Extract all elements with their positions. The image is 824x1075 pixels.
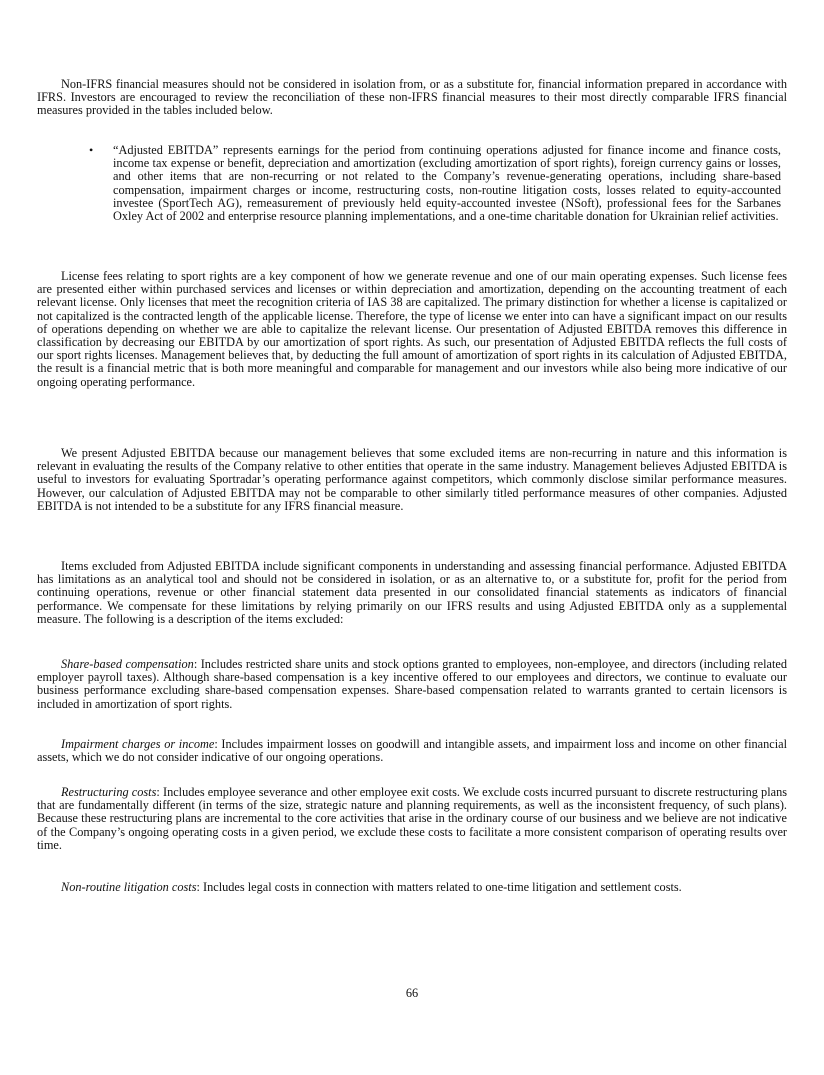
share-based-term: Share-based compensation	[61, 657, 194, 671]
bullet-text: “Adjusted EBITDA” represents earnings for the period from continuing operations adjusted for finance income and finance costs, income tax expense or benefit, depreciation and amortization (excluding amortization of sport rights), foreign currency gains or losses, and other items that are non-recurring or not related to the Company’s revenue-generating operations, including share-based compensation, impairment charges or income, restructuring costs, non-routine litigation costs, losses related to equity-accounted investee (SportTech AG), remeasurement of previously held equity-accounted investee (NSoft), professional fees for the Sarbanes Oxley Act of 2002 and enterprise resource planning implementations, and a one-time charitable donation for Ukrainian relief activities.	[113, 143, 781, 224]
items-excluded-paragraph: Items excluded from Adjusted EBITDA include significant components in understanding and assessing financial performance. Adjusted EBITDA has limitations as an analytical tool and should not be considered in isolation, or as an alternative to, or a substitute for, profit for the period from continuing operations, revenue or other financial statement data presented in our consolidated financial statements as indicators of financial performance. We compensate for these limitations by relying primarily on our IFRS results and using Adjusted EBITDA only as a supplemental measure. The following is a description of the items excluded:	[37, 559, 787, 626]
litigation-term: Non-routine litigation costs	[61, 880, 197, 894]
impairment-text: : Includes impairment losses on goodwill and intangible assets, and impairment loss and income on other financial assets, which we do not consider indicative of our ongoing operations.	[37, 737, 787, 765]
intro-paragraph: Non-IFRS financial measures should not be considered in isolation from, or as a substitute for, financial information prepared in accordance with IFRS. Investors are encouraged to review the reconciliation of these non-IFRS financial measures to their most directly comparable IFRS financial measures provided in the tables included below.	[37, 77, 787, 118]
restructuring-text: : Includes employee severance and other employee exit costs. We exclude costs incurred pursuant to discrete restructuring plans that are fundamentally different (in terms of the size, strategic nature and planning requirements, as well as the inconsistent frequency, of such plans). Because these restructuring plans are incremental to the core activities that arise in the ordinary course of our business and we believe are not indicative of the Company’s ongoing operating costs in a given period, we exclude these costs to facilitate a more consistent comparison of operating results over time.	[37, 785, 788, 852]
adjusted-ebitda-definition-bullet	[89, 144, 781, 223]
license-fees-paragraph: License fees relating to sport rights are a key component of how we generate revenue and one of our main operating expenses. Such license fees are presented either within purchased services and licenses or within depreciation and amortization, depending on the accounting treatment of each relevant license. Only licenses that meet the recognition criteria of IAS 38 are capitalized. The primary distinction for whether a license is capitalized or not capitalized is the contracted length of the applicable license. Therefore, the type of license we enter into can have a significant impact on our results of operations depending on whether we are able to capitalize the relevant license. Our presentation of Adjusted EBITDA removes this difference in classification by decreasing our EBITDA by our amortization of sport rights. As such, our presentation of Adjusted EBITDA reflects the full costs of our sport rights licenses. Management believes that, by deducting the full amount of amortization of sport rights in its calculation of Adjusted EBITDA, the result is a financial metric that is both more meaningful and comparable for management and our investors while also being more indicative of our ongoing operating performance.	[37, 269, 787, 389]
restructuring-paragraph	[37, 786, 787, 852]
share-based-compensation-paragraph	[37, 658, 787, 711]
bullet-icon: •	[89, 143, 94, 157]
page-number: 66	[405, 986, 419, 1000]
litigation-text: : Includes legal costs in connection with matters related to one-time litigation and settlement costs.	[196, 880, 682, 894]
impairment-term: Impairment charges or income	[61, 737, 215, 751]
share-based-text: : Includes restricted share units and stock options granted to employees, non-employee, and directors (including related employer payroll taxes). Although share-based compensation is a key incentive offered to our employees and directors, we continue to evaluate our business performance excluding share-based compensation expenses. Share-based compensation related to warrants granted to certain licensors is included in amortization of sport rights.	[37, 657, 787, 711]
litigation-paragraph	[37, 881, 787, 894]
restructuring-term: Restructuring costs	[61, 785, 157, 799]
present-adjusted-ebitda-paragraph: We present Adjusted EBITDA because our management believes that some excluded items are non-recurring in nature and this information is relevant in evaluating the results of the Company relative to other entities that operate in the same industry. Management believes Adjusted EBITDA is useful to investors for evaluating Sportradar’s operating performance against competitors, which commonly disclose similar performance measures. However, our calculation of Adjusted EBITDA may not be comparable to other similarly titled performance measures of other companies. Adjusted EBITDA is not intended to be a substitute for any IFRS financial measure.	[37, 446, 787, 513]
impairment-paragraph	[37, 738, 787, 764]
